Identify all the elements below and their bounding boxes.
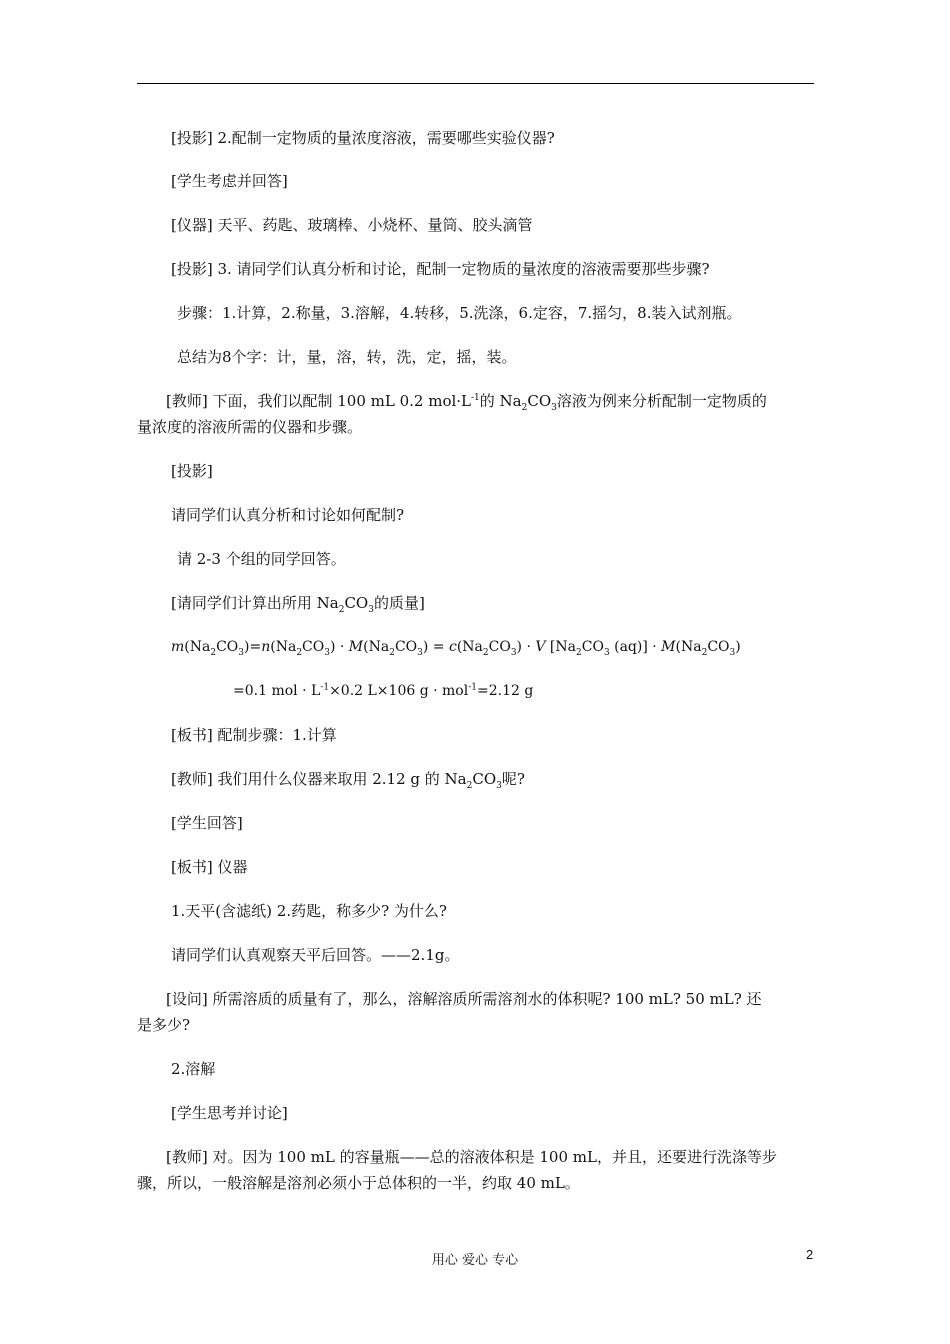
text-line: 是多少? xyxy=(137,1016,191,1034)
text-line: [请同学们计算出所用 $Na_2CO_3$的质量] xyxy=(171,594,425,615)
text-line: 1.天平(含滤纸) 2.药匙，称多少? 为什么? xyxy=(171,902,447,920)
page-number: 2 xyxy=(806,1247,814,1262)
footer-motto: 用心 爱心 专心 xyxy=(431,1253,519,1268)
text-line: [投影] 2.配制一定物质的量浓度溶液，需要哪些实验仪器? xyxy=(171,129,555,147)
text-line: 步骤：1.计算，2.称量，3.溶解，4.转移，5.洗涤，6.定容，7.摇匀，8.装入试剂瓶。 xyxy=(177,304,742,322)
text-line: [教师] 我们用什么仪器来取用 2.12 g 的 $Na_2CO_3$呢? xyxy=(171,770,525,791)
text-line: [板书] 仪器 xyxy=(171,858,248,876)
formula-line: $m(Na_2CO_3)=n(Na_2CO_3) \cdot M(Na_2CO_3) = c(Na_2CO_3) \cdot V$ [$Na_2CO_3$ $(aq)] \cdot M(Na_2CO_3)$ xyxy=(171,639,741,658)
text-line: 2.溶解 xyxy=(171,1060,216,1078)
text-line: 请同学们认真观察天平后回答。——2.1g。 xyxy=(171,946,460,964)
text-line: [仪器] 天平、药匙、玻璃棒、小烧杯、量筒、胶头滴管 xyxy=(171,216,533,234)
text-line: [投影] 3. 请同学们认真分析和讨论，配制一定物质的量浓度的溶液需要那些步骤? xyxy=(171,260,710,278)
text-line: [教师] 下面，我们以配制 100 mL 0.2 $mol\cdot L^{-1}$的 $Na_2CO_3$溶液为例来分析配制一定物质的 xyxy=(166,392,767,413)
text-line: [学生思考并讨论] xyxy=(171,1104,288,1122)
text-line: [板书] 配制步骤：1.计算 xyxy=(171,726,337,744)
text-line: [教师] 对。因为 100 mL 的容量瓶——总的溶液体积是 100 mL，并且，还要进行洗涤等步 xyxy=(166,1148,777,1166)
text-line: [设问] 所需溶质的质量有了，那么，溶解溶质所需溶剂水的体积呢? 100 mL? 50 mL? 还 xyxy=(166,990,762,1008)
header-rule xyxy=(137,83,814,84)
text-line: 量浓度的溶液所需的仪器和步骤。 xyxy=(137,418,363,436)
text-line: 请同学们认真分析和讨论如何配制? xyxy=(171,506,405,524)
text-line: [学生考虑并回答] xyxy=(171,172,288,190)
text-line: [学生回答] xyxy=(171,814,243,832)
text-line: 请 2-3 个组的同学回答。 xyxy=(177,550,346,568)
text-line: [投影] xyxy=(171,462,213,480)
formula-line: =0.1 mol · $L^{-1}\times 0.2$ L×106 g · mol$^{-1}$=2.12 g xyxy=(233,682,534,699)
text-line: 骤，所以，一般溶解是溶剂必须小于总体积的一半，约取 40 mL。 xyxy=(137,1174,580,1192)
text-line: 总结为8个字：计，量，溶，转，洗，定，摇，装。 xyxy=(177,348,517,366)
